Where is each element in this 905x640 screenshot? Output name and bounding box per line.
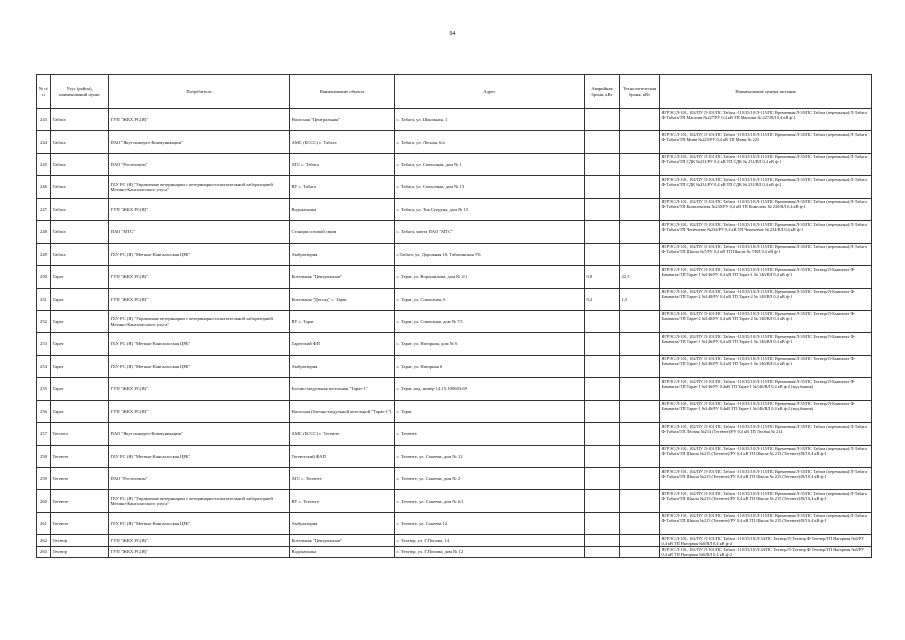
cell-emergency-reserve <box>585 355 620 377</box>
table-header-row <box>37 75 872 109</box>
cell-tech-reserve <box>620 512 660 534</box>
cell-power-source: ЯГРЭС/Л-101, 102/ПУ Л-101/ПС Табага -110/35/10/Л-115/ПС Временная/Л-35/ПС Табага (перемычка)/Л-Табага Ф-Табага/ТП Лесная №214 (Тегеюте)/РУ 0,4 кВ ТП Лесная № 214 <box>660 423 872 445</box>
cell-emergency-reserve <box>585 468 620 490</box>
cell-ulus: Тарат <box>51 400 109 422</box>
cell-address: с. Табага, ул. Совхозная, дом № 13 <box>395 176 585 198</box>
cell-tech-reserve <box>620 355 660 377</box>
cell-address: с. Тарат, ул. Нагорная 6 <box>395 355 585 377</box>
cell-tech-reserve <box>620 221 660 243</box>
cell-power-source: ЯГРЭС/Л-101, 102/ПУ Л-101/ПС Табага -110/35/10/Л-115/ПС Временная/Л-35/ПС Табага (перемычка)/Л-Табага Ф-Табага/ТП Школа №215 (Тегеюте)/РУ 0,4 кВ ТП Школа № 215 (Тегеюте)/ВЛ 0,4 кВ ф-1 <box>660 512 872 534</box>
cell-tech-reserve: 22,5 <box>620 266 660 288</box>
cell-num: 248 <box>37 221 51 243</box>
cell-num: 257 <box>37 423 51 445</box>
cell-power-source: ЯГРЭС/Л-101, 102/ПУ Л-101/ПС Табага -110/35/10/Л-115/ПС Временная/Л-35/ПС Табага (перемычка)/Л-Табага Ф-Табага/ТП Школа №215 (Тегеюте)/РУ 0,4 кВ ТП Школа № 215 (Тегеюте)/ВЛ 0,4 кВ ф-1 <box>660 490 872 512</box>
header-object: Наименование объекта <box>290 75 395 109</box>
cell-consumer: ПАО "Якутскэнерго-Коммуникации" <box>109 423 290 445</box>
cell-emergency-reserve <box>585 378 620 400</box>
table-row <box>37 400 872 422</box>
cell-num: 258 <box>37 445 51 467</box>
cell-consumer: ГБУ РС (Я) "Мегино-Кангаласская ЦРБ" <box>109 333 290 355</box>
cell-consumer: ГБУ РС (Я) "Мегино-Кангаласская ЦРБ" <box>109 355 290 377</box>
cell-object: Котельная "Центральная" <box>290 266 395 288</box>
cell-tech-reserve <box>620 131 660 153</box>
cell-address: с. Техтюр, ул. Г.Попова, 14 <box>395 535 585 547</box>
cell-emergency-reserve <box>585 198 620 220</box>
cell-consumer: ГБУ РС (Я) "Мегино-Кангаласская ЦРБ" <box>109 243 290 265</box>
cell-emergency-reserve: 0,8 <box>585 266 620 288</box>
cell-tech-reserve <box>620 198 660 220</box>
cell-object: Таратский ФП <box>290 333 395 355</box>
cell-address: с. Тегеюте <box>395 423 585 445</box>
cell-emergency-reserve <box>585 221 620 243</box>
cell-emergency-reserve <box>585 423 620 445</box>
cell-num: 260 <box>37 490 51 512</box>
page-number: 94 <box>449 31 456 37</box>
cell-tech-reserve <box>620 400 660 422</box>
cell-ulus: Тегеюте <box>51 512 109 534</box>
header-consumer: Потребитель <box>109 75 290 109</box>
table-row <box>37 243 872 265</box>
cell-power-source: ЯГРЭС/Л-101, 102/ПУ Л-101/ПС Табага -110/35/10/Л-34/ПС Техтюр/Л-Техтюр Ф-Техтюр/ТП Нагорная №6/РУ 0,4 кВ ТП Нагорная №6/ВЛ 0,4 кВ ф-2 <box>660 535 872 547</box>
cell-emergency-reserve <box>585 243 620 265</box>
cell-power-source: ЯГРЭС/Л-101, 102/ПУ Л-101/ПС Табага -110/35/10/Л-115/ПС Временная/Л-35/ПС Табага (перемычка)/Л-Табага Ф-Табага/ТП СДК №231/РУ 0,4 кВ ТП СДК № 231/ВЛ 0,4 кВ ф-1 <box>660 153 872 175</box>
cell-consumer: ГБУ РС (Я) "Управление ветеринарии с ветеринарно-испытательной лабораторией Мегино-Кангаласского улуса" <box>109 176 290 198</box>
cell-tech-reserve <box>620 423 660 445</box>
cell-tech-reserve <box>620 546 660 558</box>
cell-tech-reserve <box>620 490 660 512</box>
cell-tech-reserve <box>620 445 660 467</box>
table-row <box>37 512 872 534</box>
cell-emergency-reserve <box>585 176 620 198</box>
cell-ulus: Тегеюте <box>51 468 109 490</box>
cell-power-source: ЯГРЭС/Л-101, 102/ПУ Л-101/ПС Табага -110/35/10/Л-34/ПС Техтюр/Л-Техтюр Ф-Техтюр/ТП Нагорная №6/РУ 0,4 кВ ТП Нагорная №6/ВЛ 0,4 кВ ф-2 <box>660 546 872 558</box>
cell-ulus: Табага <box>51 221 109 243</box>
cell-tech-reserve <box>620 176 660 198</box>
table-row <box>37 468 872 490</box>
cell-object: Водокачалка <box>290 546 395 558</box>
cell-emergency-reserve <box>585 131 620 153</box>
table-row <box>37 445 872 467</box>
cell-consumer: ГБУ РС (Я) "Управление ветеринарии с ветеринарно-испытательной лабораторией Мегино-Кангаласского улуса" <box>109 310 290 332</box>
cell-emergency-reserve <box>585 535 620 547</box>
cell-tech-reserve <box>620 109 660 131</box>
cell-address: с. Табага, ул. Лесная, 6/а <box>395 131 585 153</box>
cell-tech-reserve <box>620 153 660 175</box>
cell-num: 249 <box>37 243 51 265</box>
cell-consumer: ПАО "МТС" <box>109 221 290 243</box>
cell-object: Котельная "Центральная" <box>290 535 395 547</box>
cell-address: с. Тарат, ул. Совхозная, 6 <box>395 288 585 310</box>
cell-power-source: ЯГРЭС/Л-101, 102/ПУ Л-101/ПС Табага -110/35/10/Л-115/ПС Временная/Л-35/ПС Табага (перемычка)/Л-Табага Ф-Табага/ТП Комплексная №230/РУ 0,4 кВ ТП Комплекс № 230/ВЛ 0,4 кВ ф-1 <box>660 198 872 220</box>
cell-object: АТС с. Табага <box>290 153 395 175</box>
table-row <box>37 198 872 220</box>
cell-consumer: ГУП "ЖКХ РС(Я)" <box>109 535 290 547</box>
cell-consumer: ГУП "ЖКХ РС(Я)" <box>109 400 290 422</box>
table-row <box>37 535 872 547</box>
cell-num: 255 <box>37 378 51 400</box>
cell-tech-reserve <box>620 333 660 355</box>
cell-ulus: Тегеюте <box>51 490 109 512</box>
cell-object: Амбулатория <box>290 355 395 377</box>
cell-power-source: ЯГРЭС/Л-101, 102/ПУ Л-101/ПС Табага -110/35/10/Л-115/ПС Временная/Л-35/ПС Табага (перемычка)/Л-Табага Ф-Табага/ТП Школа №215 (Тегеюте)/РУ 0,4 кВ ТП Школа № 215 (Тегеюте)/ВЛ 0,4 кВ ф-1 <box>660 445 872 467</box>
table-row <box>37 310 872 332</box>
table-row <box>37 266 872 288</box>
cell-consumer: ГУП "ЖКХ РС(Я)" <box>109 378 290 400</box>
cell-emergency-reserve <box>585 512 620 534</box>
cell-address: с. Табага, ул. Школьная, 1 <box>395 109 585 131</box>
cell-power-source: ЯГРЭС/Л-101, 102/ПУ Л-101/ПС Табага -110/35/10/Л-115/ПС Временная/Л-35/ПС Техтюр/Л-Бамнатах Ф-Бамнатах/ТП Тарат-2 №148/РУ 0,4 кВ ТП Тарат-2 № 148/ВЛ 0,4 кВ ф-1 <box>660 310 872 332</box>
cell-address: с. Тарат, ул. Ворошилова, дом № 2/1 <box>395 266 585 288</box>
cell-num: 247 <box>37 198 51 220</box>
cell-emergency-reserve <box>585 310 620 332</box>
cell-power-source: ЯГРЭС/Л-101, 102/ПУ Л-101/ПС Табага -110/35/10/Л-115/ПС Временная/Л-35/ПС Табага (перемычка)/Л-Табага Ф-Табага/ТП СДК №231/РУ 0,4 кВ ТП СДК № 231/ВЛ 0,4 кВ ф-2 <box>660 176 872 198</box>
cell-object: АТС с. Тегеюте <box>290 468 395 490</box>
power-consumers-table <box>36 74 872 558</box>
cell-num: 244 <box>37 131 51 153</box>
header-tech-reserve: Технологическая броня, кВт <box>620 75 660 109</box>
cell-num: 263 <box>37 546 51 558</box>
table-row <box>37 423 872 445</box>
cell-address: с. Табага, мачта ПАО "МТС" <box>395 221 585 243</box>
header-emergency-reserve: Аварийная броня, кВт <box>585 75 620 109</box>
header-address: Адрес <box>395 75 585 109</box>
cell-consumer: ГУП "ЖКХ РС(Я)" <box>109 109 290 131</box>
cell-consumer: ГУП "ЖКХ РС(Я)" <box>109 546 290 558</box>
cell-object: Насосная (блочно-модульной котельной "Тарат-1") <box>290 400 395 422</box>
cell-power-source: ЯГРЭС/Л-101, 102/ПУ Л-101/ПС Табага -110/35/10/Л-115/ПС Временная/Л-35/ПС Техтюр/Л-Бамнатах Ф-Бамнатах/ТП Тарат-2 №148/РУ 0,4 кВ ТП Тарат-2 № 148/ВЛ 0,4 кВ ф-1 <box>660 288 872 310</box>
cell-emergency-reserve <box>585 153 620 175</box>
cell-num: 254 <box>37 355 51 377</box>
cell-ulus: Табага <box>51 109 109 131</box>
cell-object: Блочно-модульная котельная "Тарат-1" <box>290 378 395 400</box>
cell-ulus: Тегеюте <box>51 445 109 467</box>
cell-address: с. Техтюр, ул. Г.Попова, дом № 12 <box>395 546 585 558</box>
header-ulus: Улус (район), наименований пункт <box>51 75 109 109</box>
cell-ulus: Табага <box>51 153 109 175</box>
cell-power-source: ЯГРЭС/Л-101, 102/ПУ Л-101/ПС Табага -110/35/10/Л-115/ПС Временная/Л-35/ПС Техтюр/Л-Бамнатах Ф-Бамнатах/ТП Тарат-1 №146/РУ 0,4кВ ТП Тарат-1 №146/ВЛ 0,4 кВ ф-2 (вод.башня) <box>660 378 872 400</box>
cell-emergency-reserve: 0,2 <box>585 288 620 310</box>
cell-address: с.Табага, ул. Дорожная 10, Табагинская УБ <box>395 243 585 265</box>
cell-consumer: ГБУ РС (Я) "Мегино-Кангаласская ЦРБ" <box>109 512 290 534</box>
cell-ulus: Тарат <box>51 378 109 400</box>
cell-object: АМС (БССС) с. Табага <box>290 131 395 153</box>
cell-num: 250 <box>37 266 51 288</box>
cell-emergency-reserve <box>585 400 620 422</box>
cell-ulus: Тарат <box>51 266 109 288</box>
cell-object: Амбулатория <box>290 243 395 265</box>
table-row <box>37 288 872 310</box>
header-power-source: Наименование центра питания <box>660 75 872 109</box>
cell-address: с. Тарат, ул. Нагорная, дом № 6 <box>395 333 585 355</box>
cell-num: 261 <box>37 512 51 534</box>
cell-num: 246 <box>37 176 51 198</box>
cell-address: с. Тарат, ул. Совхозная, дом № 7/1 <box>395 310 585 332</box>
cell-object: Водокачалка <box>290 198 395 220</box>
cell-emergency-reserve <box>585 490 620 512</box>
cell-power-source: ЯГРЭС/Л-101, 102/ПУ Л-101/ПС Табага -110/35/10/Л-115/ПС Временная/Л-35/ПС Техтюр/Л-Бамнатах Ф-Бамнатах/ТП Тарат-1 №146/РУ 0,4кВ ТП Тарат-1 №146/ВЛ 0,4 кВ ф-2 (вод.башня) <box>660 400 872 422</box>
cell-tech-reserve <box>620 310 660 332</box>
cell-tech-reserve <box>620 535 660 547</box>
cell-power-source: ЯГРЭС/Л-101, 102/ПУ Л-101/ПС Табага -110/35/10/Л-115/ПС Временная/Л-35/ПС Табага (перемычка)/Л-Табага Ф-Табага/ТП Школа №215 (Тегеюте)/РУ 0,4 кВ ТП Школа № 215 (Тегеюте)/ВЛ 0,4 кВ ф-1 <box>660 468 872 490</box>
cell-consumer: ГУП "ЖКХ РС(Я)" <box>109 198 290 220</box>
cell-tech-reserve <box>620 468 660 490</box>
table-row <box>37 131 872 153</box>
table-row <box>37 490 872 512</box>
cell-tech-reserve: 1,5 <box>620 288 660 310</box>
cell-emergency-reserve <box>585 445 620 467</box>
cell-object: Тегеютский ФАП <box>290 445 395 467</box>
cell-num: 251 <box>37 288 51 310</box>
cell-ulus: Табага <box>51 198 109 220</box>
table-row <box>37 355 872 377</box>
cell-emergency-reserve <box>585 333 620 355</box>
cell-power-source: ЯГРЭС/Л-101, 102/ПУ Л-101/ПС Табага -110/35/10/Л-115/ПС Временная/Л-35/ПС Табага (перемычка)/Л-Табага Ф-Табага/ТП Чепечение №234/РУ 0,4 кВ ТП Чепечение № 234/ВЛ 0,4 кВ ф-1 <box>660 221 872 243</box>
cell-power-source: ЯГРЭС/Л-101, 102/ПУ Л-101/ПС Табага -110/35/10/Л-115/ПС Временная/Л-35/ПС Техтюр/Л-Бамнатах Ф-Бамнатах/ТП Тарат-1 №146/РУ 0,4 кВ ТП Тарат-1 № 146/ВЛ 0,4 кВ ф-1 <box>660 333 872 355</box>
cell-address: с. Тегеюте, ул. Сокеева, дом № 6/1 <box>395 490 585 512</box>
cell-ulus: Тарат <box>51 288 109 310</box>
cell-num: 256 <box>37 400 51 422</box>
cell-tech-reserve <box>620 243 660 265</box>
cell-address: с. Тегеюте, ул. Сокеева, дом № 12 <box>395 445 585 467</box>
cell-num: 243 <box>37 109 51 131</box>
header-num: № п/п <box>37 75 51 109</box>
cell-object: Станция сотовой связи <box>290 221 395 243</box>
cell-power-source: ЯГРЭС/Л-101, 102/ПУ Л-101/ПС Табага -110/35/10/Л-115/ПС Временная/Л-35/ПС Техтюр/Л-Бамнатах Ф-Бамнатах/ТП Тарат-1 №146/РУ 0,4 кВ ТП Тарат-1 № 146/ВЛ 0,4 кВ ф-1 <box>660 355 872 377</box>
table-row <box>37 546 872 558</box>
cell-tech-reserve <box>620 378 660 400</box>
cell-address: с. Табага, ул. Совхозная, дом № 1 <box>395 153 585 175</box>
cell-address: с. Тегеюте, ул. Сокеева 12 <box>395 512 585 534</box>
cell-address: с. Тегеюте, ул. Сокеева, дом № 2 <box>395 468 585 490</box>
cell-ulus: Тарат <box>51 333 109 355</box>
cell-ulus: Тарат <box>51 355 109 377</box>
cell-object: ВУ с. Тарат <box>290 310 395 332</box>
cell-consumer: ГБУ РС (Я) "Мегино-Кангаласская ЦРБ" <box>109 445 290 467</box>
cell-consumer: ГБУ РС (Я) "Управление ветеринарии с ветеринарно-испытательной лабораторией Мегино-Кангаласского улуса" <box>109 490 290 512</box>
cell-consumer: ПАО "Ростелеком" <box>109 468 290 490</box>
cell-num: 252 <box>37 310 51 332</box>
cell-emergency-reserve <box>585 109 620 131</box>
table-row <box>37 176 872 198</box>
cell-power-source: ЯГРЭС/Л-101, 102/ПУ Л-101/ПС Табага -110/35/10/Л-115/ПС Временная/Л-35/ПС Табага (перемычка)/Л-Табага Ф-Табага/ТП Школа №7/РУ 0,4 кВ ТП Школа № 7/ВЛ 0,4 кВ ф-1 <box>660 243 872 265</box>
cell-ulus: Табага <box>51 176 109 198</box>
table-row <box>37 109 872 131</box>
cell-object: АМС (БССС) с. Тегеюте <box>290 423 395 445</box>
cell-ulus: Табага <box>51 131 109 153</box>
cell-ulus: Техтюр <box>51 535 109 547</box>
cell-power-source: ЯГРЭС/Л-101, 102/ПУ Л-101/ПС Табага -110/35/10/Л-115/ПС Временная/Л-35/ПС Табага (перемычка)/Л-Табага Ф-Табага/ТП Магазин №227/РУ 0,4 кВ ТП Магазин № 227/ВЛ 0,4 кВ ф-1 <box>660 109 872 131</box>
cell-ulus: Техтюр <box>51 546 109 558</box>
cell-power-source: ЯГРЭС/Л-101, 102/ПУ Л-101/ПС Табага -110/35/10/Л-115/ПС Временная/Л-35/ПС Техтюр/Л-Бамнатах Ф-Бамнатах/ТП Тарат-1 №146/РУ 0,4 кВ ТП Тарат-1 № 146/ВЛ 0,4 кВ ф-1 <box>660 266 872 288</box>
cell-ulus: Тарат <box>51 310 109 332</box>
table-row <box>37 221 872 243</box>
cell-num: 259 <box>37 468 51 490</box>
cell-consumer: ПАО "Якутскэнерго-Коммуникации" <box>109 131 290 153</box>
table-row <box>37 378 872 400</box>
table-row <box>37 333 872 355</box>
cell-ulus: Теплого <box>51 423 109 445</box>
cell-object: Амбулатория <box>290 512 395 534</box>
cell-address: с. Тарат, кад. номер 14:15:100603:69 <box>395 378 585 400</box>
cell-address: с. Табага, ул. Тоя Суоруна, дом № 15 <box>395 198 585 220</box>
cell-object: ВУ с. Тегеюте <box>290 490 395 512</box>
cell-object: ВУ с. Табага <box>290 176 395 198</box>
cell-power-source: ЯГРЭС/Л-101, 102/ПУ Л-101/ПС Табага -110/35/10/Л-115/ПС Временная/Л-35/ПС Табага (перемычка)/Л-Табага Ф-Табага/ТП Мини №225/РУ 0,4 кВ ТП Мини № 225 <box>660 131 872 153</box>
cell-num: 262 <box>37 535 51 547</box>
table-row <box>37 153 872 175</box>
cell-ulus: Табага <box>51 243 109 265</box>
cell-object: Котельная "Детсад" с. Тарат <box>290 288 395 310</box>
cell-consumer: ГУП "ЖКХ РС(Я)" <box>109 288 290 310</box>
cell-num: 253 <box>37 333 51 355</box>
cell-num: 245 <box>37 153 51 175</box>
cell-emergency-reserve <box>585 546 620 558</box>
cell-address: с. Тарат <box>395 400 585 422</box>
cell-consumer: ПАО "Ростелеком" <box>109 153 290 175</box>
cell-object: Насосная "Центральная" <box>290 109 395 131</box>
cell-consumer: ГУП "ЖКХ РС(Я)" <box>109 266 290 288</box>
